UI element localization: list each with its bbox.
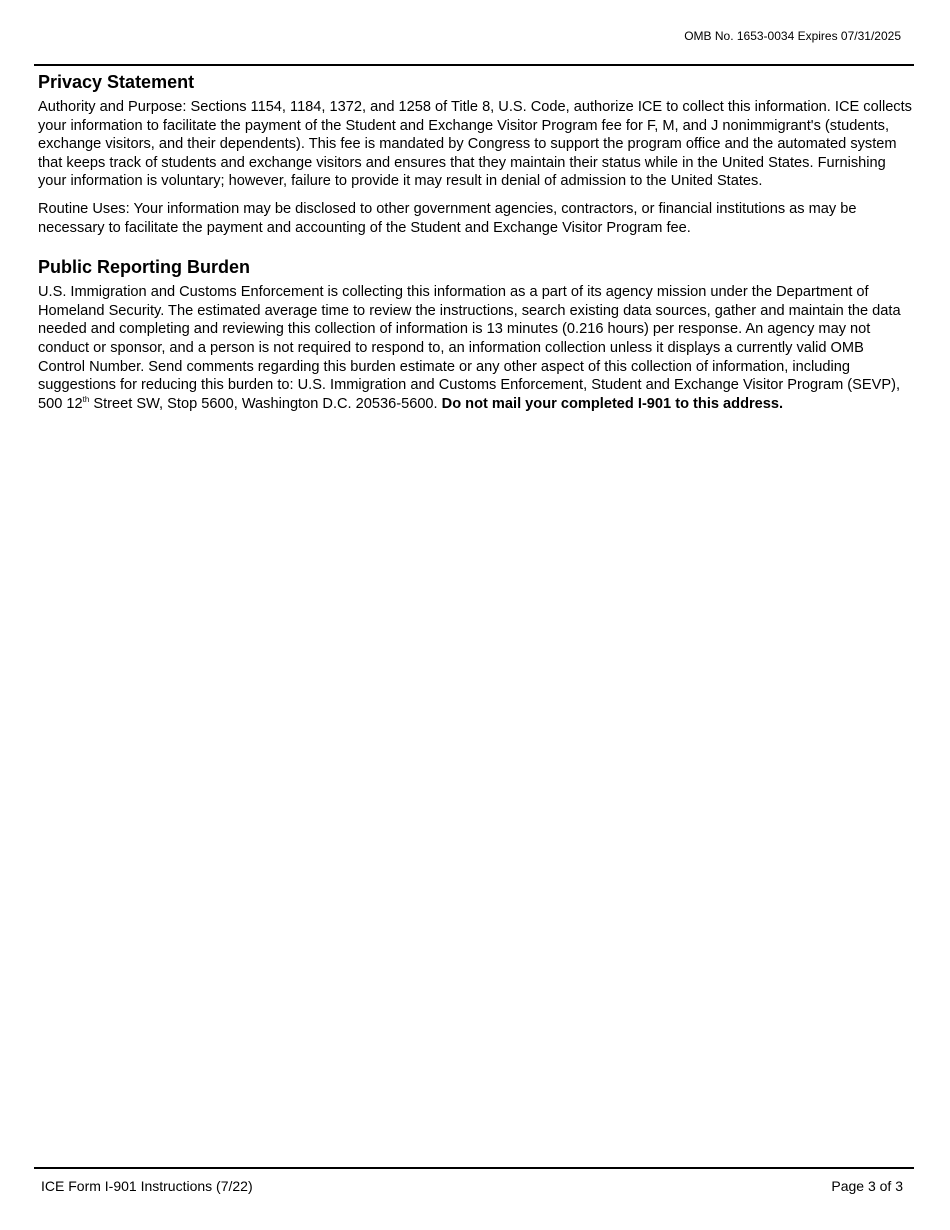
privacy-routine-uses-paragraph: Routine Uses: Your information may be disclosed to other government agencies, contractors, or financial institutions as may be necessary to facilitate the payment and accounting of the Student and Exchange Visitor Program fee. (38, 200, 857, 236)
form-identifier: ICE Form I-901 Instructions (7/22) (41, 1178, 253, 1194)
do-not-mail-notice: Do not mail your completed I-901 to this address. (441, 395, 784, 412)
header-divider (34, 64, 914, 66)
public-reporting-burden-heading: Public Reporting Burden (38, 257, 251, 278)
omb-number: OMB No. 1653-0034 Expires 07/31/2025 (684, 29, 901, 43)
document-body (38, 71, 914, 413)
burden-text: U.S. Immigration and Customs Enforcement is collecting this information as a part of its agency mission under the Department of Homeland Security. The estimated average time to review the instructions, search existing data sources, gather and maintain the data needed and completing and reviewing this collection of information is 13 minutes (0.216 hours) per response. An agency may not conduct or sponsor, and a person is not required to respond to, an information collection unless it displays a currently valid OMB Control Number. Send comments regarding this burden estimate or any other aspect of this collection of information, including suggestions for reducing this burden to: U.S. Immigration and Customs Enforcement, Student and Exchange Visitor Program (SEVP), 500 12 (38, 284, 901, 412)
ordinal-superscript: th (82, 394, 90, 404)
page-number: Page 3 of 3 (831, 1178, 903, 1194)
privacy-authority-paragraph: Authority and Purpose: Sections 1154, 1184, 1372, and 1258 of Title 8, U.S. Code, authorize ICE to collect this information. ICE collects your information to facilitate the payment of the Student and Exchange Visitor Program fee for F, M, and J nonimmigrant's (students, exchange visitors, and their dependents). This fee is mandated by Congress to support the program office and the automated system that keeps track of students and exchange visitors and ensures that they maintain their status while in the United States. Furnishing your information is voluntary; however, failure to provide it may result in denial of admission to the United States. (38, 99, 912, 190)
footer-divider (34, 1167, 914, 1169)
privacy-statement-heading: Privacy Statement (38, 72, 195, 92)
burden-paragraph (38, 283, 914, 413)
burden-address-text: Street SW, Stop 5600, Washington D.C. 20536-5600. (89, 395, 442, 412)
